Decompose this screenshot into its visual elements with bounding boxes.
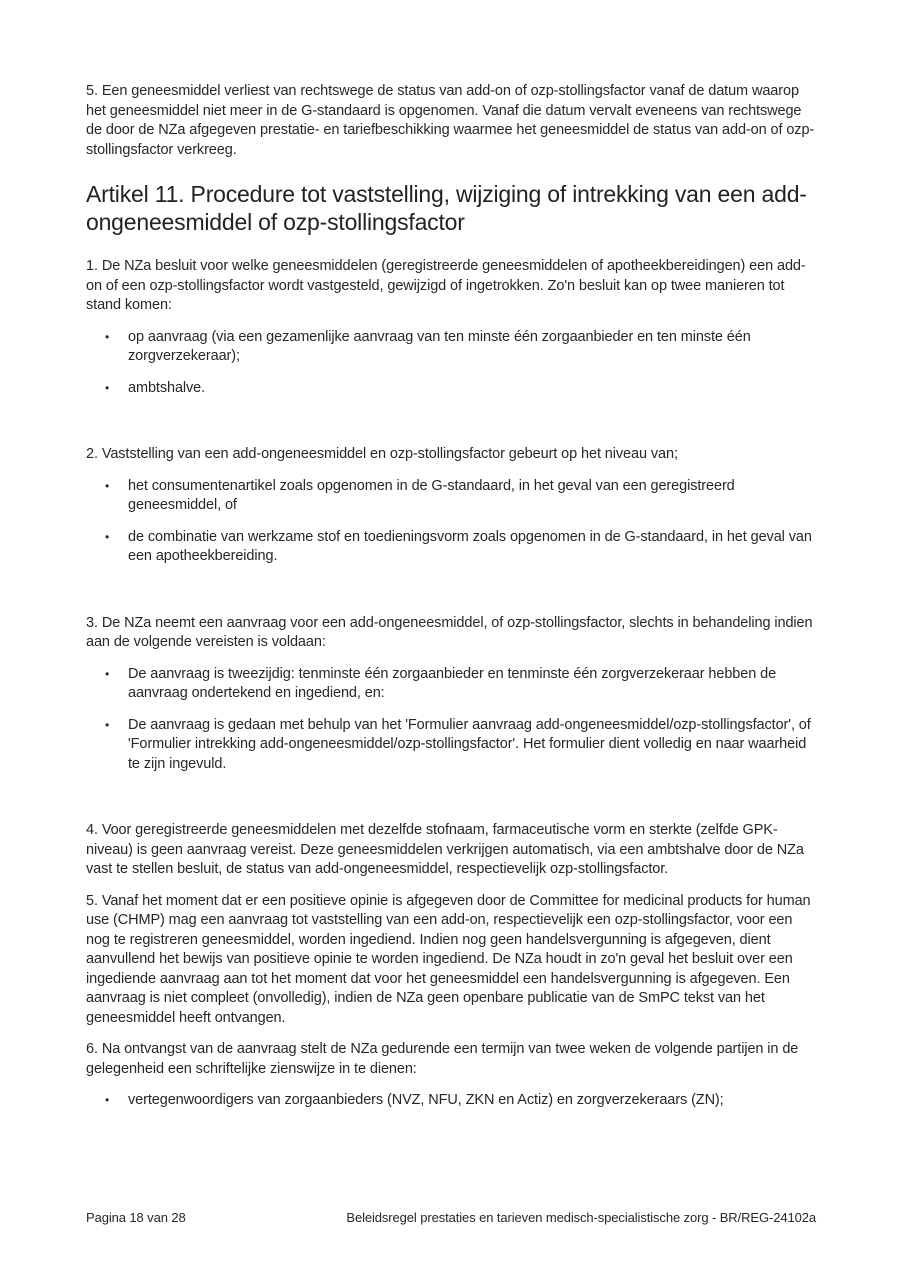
list-item: • vertegenwoordigers van zorgaanbieders (NVZ, NFU, ZKN en Actiz) en zorgverzekeraars (ZN); xyxy=(86,1091,816,1111)
paragraph-6: 6. Na ontvangst van de aanvraag stelt de NZa gedurende een termijn van twee weken de volgende partijen in de gelegenheid een schriftelijke zienswijze in te dienen: xyxy=(86,1041,799,1077)
list-item: • het consumentenartikel zoals opgenomen in de G-standaard, in het geval van een geregistreerd geneesmiddel, of xyxy=(86,477,816,516)
bullet-list-1 xyxy=(86,328,816,399)
paragraph-1: 1. De NZa besluit voor welke geneesmiddelen (geregistreerde geneesmiddelen of apotheekbereidingen) een add-on of een ozp-stollingsfactor wordt vastgesteld, gewijzigd of ingetrokken. Zo'n besluit kan op twee manieren tot stand komen: xyxy=(86,258,806,313)
bullet-list-2 xyxy=(86,477,816,567)
page-footer xyxy=(86,1209,816,1226)
list-item: • op aanvraag (via een gezamenlijke aanvraag van ten minste één zorgaanbieder en ten minste één zorgverzekeraar); xyxy=(86,328,816,367)
list-item: • De aanvraag is gedaan met behulp van het 'Formulier aanvraag add-ongeneesmiddel/ozp-stollingsfactor', of 'Formulier intrekking add-ongeneesmiddel/ozp-stollingsfactor'. Het formulier dient volledig en naar waarheid te zijn ingevuld. xyxy=(86,716,816,775)
paragraph-4: 4. Voor geregistreerde geneesmiddelen met dezelfde stofnaam, farmaceutische vorm en sterkte (zelfde GPK-niveau) is geen aanvraag vereist. Deze geneesmiddelen verkrijgen automatisch, via een ambtshalve door de NZa vast te stellen besluit, de status van add-ongeneesmiddel, respectievelijk ozp-stollingsfactor. xyxy=(86,822,804,877)
list-item: • ambtshalve. xyxy=(86,379,816,399)
list-item: • De aanvraag is tweezijdig: tenminste één zorgaanbieder en tenminste één zorgverzekeraar hebben de aanvraag ondertekend en ingediend, en: xyxy=(86,665,816,704)
document-body xyxy=(86,82,816,1123)
bullet-list-4 xyxy=(86,1091,816,1111)
paragraph-prev-article-5: 5. Een geneesmiddel verliest van rechtswege de status van add-on of ozp-stollingsfactor vanaf de datum waarop het geneesmiddel niet meer in de G-standaard is opgenomen. Vanaf die datum vervalt eveneens van rechtswege de door de NZa afgegeven prestatie- en tariefbeschikking waarmee het geneesmiddel de status van add-on of ozp-stollingsfactor verkreeg. xyxy=(86,83,815,158)
paragraph-3: 3. De NZa neemt een aanvraag voor een add-ongeneesmiddel, of ozp-stollingsfactor, slechts in behandeling indien aan de volgende vereisten is voldaan: xyxy=(86,614,813,650)
footer-document-title: Beleidsregel prestaties en tarieven medisch-specialistische zorg - BR/REG-24102a xyxy=(346,1210,816,1225)
paragraph-5: 5. Vanaf het moment dat er een positieve opinie is afgegeven door de Committee for medicinal products for human use (CHMP) mag een aanvraag tot vaststelling van een add-on, respectievelijk een ozp-stollingsfactor, voor een nog te registreren geneesmiddel, worden ingediend. Indien nog geen handelsvergunning is afgegeven, dient aanvullend het bewijs van positieve opinie te worden ingediend. De NZa houdt in zo'n geval het besluit over een ingediende aanvraag aan tot het moment dat voor het geneesmiddel een handelsvergunning is afgegeven. Een aanvraag is niet compleet (onvolledig), indien de NZa geen openbare publicatie van de SmPC tekst van het geneesmiddel heeft ontvangen. xyxy=(86,892,811,1026)
footer-page-number: Pagina 18 van 28 xyxy=(86,1210,186,1225)
article-11-heading: Artikel 11. Procedure tot vaststelling, wijziging of intrekking van een add-ongeneesmiddel of ozp-stollingsfactor xyxy=(86,181,807,235)
list-item: • de combinatie van werkzame stof en toedieningsvorm zoals opgenomen in de G-standaard, in het geval van een apotheekbereiding. xyxy=(86,528,816,567)
paragraph-2: 2. Vaststelling van een add-ongeneesmiddel en ozp-stollingsfactor gebeurt op het niveau van; xyxy=(86,446,678,462)
bullet-list-3 xyxy=(86,665,816,775)
